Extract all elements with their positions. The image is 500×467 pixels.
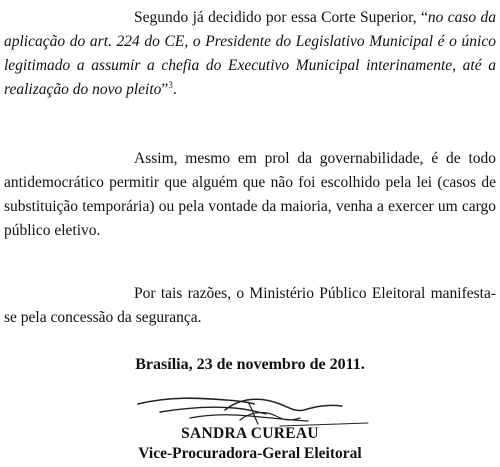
paragraph-end: . xyxy=(172,81,177,98)
signatory-title: Vice-Procuradora-Geral Eleitoral xyxy=(138,445,362,462)
paragraph-governability xyxy=(4,147,496,243)
document-date: Brasília, 23 de novembro de 2011. xyxy=(135,356,365,373)
signatory-name: SANDRA CUREAU xyxy=(181,425,319,442)
quote-close: ” xyxy=(161,81,169,98)
paragraph-lead: Segundo já decidido por essa Corte Superior, “ xyxy=(134,9,428,26)
paragraph-precedent xyxy=(4,6,496,102)
quoted-decision: no caso da aplicação do art. 224 do CE, o Presidente do Legislativo Municipal é o único legitimado a assumir a chefia do Executivo Municipal interinamente, até a realização do novo pleito xyxy=(4,9,496,98)
paragraph-conclusion xyxy=(4,282,496,330)
paragraph-text: Assim, mesmo em prol da governabilidade, é de todo antidemocrático permitir que alguém que não foi escolhido pela lei (casos de substituição temporária) ou pela vontade da maioria, venha a exercer um cargo público eletivo. xyxy=(4,150,496,239)
paragraph-text: Por tais razões, o Ministério Público Eleitoral manifesta-se pela concessão da segurança. xyxy=(4,285,496,326)
footnote-marker[interactable]: 3 xyxy=(168,79,173,90)
